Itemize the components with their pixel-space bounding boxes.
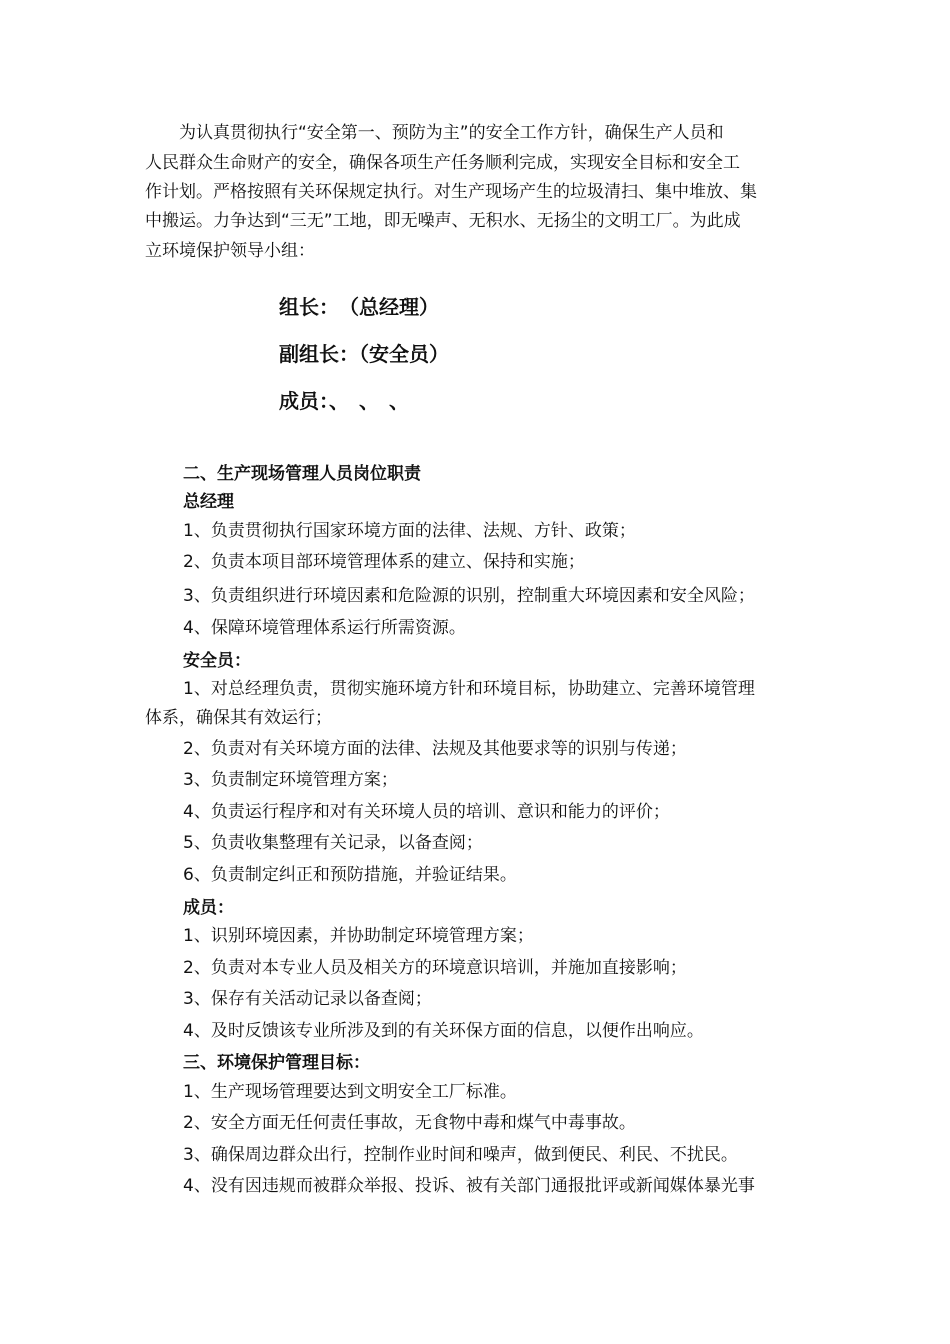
goal-item: 1、生产现场管理要达到文明安全工厂标准。: [183, 1082, 517, 1102]
intro-line: 中搬运。力争达到“三无”工地，即无噪声、无积水、无扬尘的文明工厂。为此成: [145, 211, 741, 231]
safety-item: 1、对总经理负责，贯彻实施环境方针和环境目标，协助建立、完善环境管理: [183, 679, 755, 699]
leader-line-deputy: 副组长：（安全员）: [279, 342, 449, 366]
intro-line: 人民群众生命财产的安全，确保各项生产任务顺利完成，实现安全目标和安全工: [145, 153, 740, 173]
safety-item: 4、负责运行程序和对有关环境人员的培训、意识和能力的评价；: [183, 802, 670, 822]
intro-line: 作计划。严格按照有关环保规定执行。对生产现场产生的垃圾清扫、集中堆放、集: [145, 182, 757, 202]
members-item: 4、及时反馈该专业所涉及到的有关环保方面的信息，以便作出响应。: [183, 1021, 704, 1041]
members-item: 2、负责对本专业人员及相关方的环境意识培训，并施加直接影响；: [183, 958, 687, 978]
members-item: 3、保存有关活动记录以备查阅；: [183, 989, 432, 1009]
gm-item: 3、负责组织进行环境因素和危险源的识别，控制重大环境因素和安全风险；: [183, 586, 755, 606]
goal-item: 3、确保周边群众出行，控制作业时间和噪声，做到便民、利民、不扰民。: [183, 1145, 738, 1165]
members-item: 1、识别环境因素，并协助制定环境管理方案；: [183, 926, 534, 946]
goal-item: 2、安全方面无任何责任事故，无食物中毒和煤气中毒事故。: [183, 1113, 636, 1133]
gm-item: 1、负责贯彻执行国家环境方面的法律、法规、方针、政策；: [183, 521, 636, 541]
safety-officer-title: 安全员：: [183, 651, 251, 671]
safety-item: 5、负责收集整理有关记录，以备查阅；: [183, 833, 483, 853]
intro-line: 为认真贯彻执行“安全第一、预防为主”的安全工作方针，确保生产人员和: [179, 123, 724, 143]
gm-item: 4、保障环境管理体系运行所需资源。: [183, 618, 466, 638]
leader-line-members: 成员：、 、 、: [279, 389, 409, 413]
safety-item: 6、负责制定纠正和预防措施，并验证结果。: [183, 865, 517, 885]
gm-item: 2、负责本项目部环境管理体系的建立、保持和实施；: [183, 552, 585, 572]
gm-title: 总经理: [183, 492, 234, 512]
section-2-title: 二、生产现场管理人员岗位职责: [183, 464, 421, 484]
safety-item: 3、负责制定环境管理方案；: [183, 770, 398, 790]
goal-item: 4、没有因违规而被群众举报、投诉、被有关部门通报批评或新闻媒体暴光事: [183, 1176, 755, 1196]
safety-item: 2、负责对有关环境方面的法律、法规及其他要求等的识别与传递；: [183, 739, 687, 759]
intro-line: 立环境保护领导小组：: [145, 241, 315, 261]
leader-line-head: 组长： （总经理）: [279, 295, 439, 319]
members-title: 成员：: [183, 898, 234, 918]
section-3-title: 三、环境保护管理目标：: [183, 1053, 370, 1073]
safety-item: 体系，确保其有效运行；: [145, 708, 332, 728]
